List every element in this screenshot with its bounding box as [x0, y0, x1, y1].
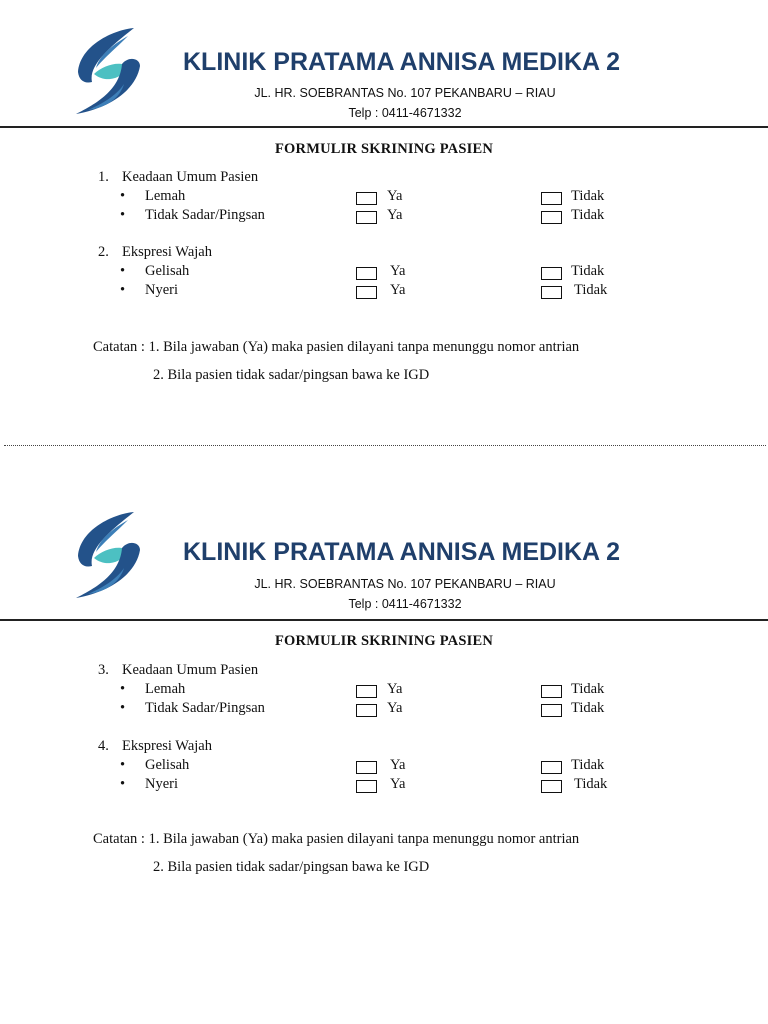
item-label: Lemah [145, 681, 186, 697]
tidak-label: Tidak [571, 263, 605, 279]
tidak-label: Tidak [571, 681, 605, 697]
section-title: Ekspresi Wajah [122, 738, 212, 754]
section-title: Ekspresi Wajah [122, 244, 212, 260]
ya-label: Ya [390, 757, 406, 773]
ya-label: Ya [390, 282, 406, 298]
ya-checkbox[interactable] [356, 761, 377, 774]
bullet: • [120, 207, 126, 223]
ya-checkbox[interactable] [356, 286, 377, 299]
item-row-lemah [0, 681, 768, 701]
bullet: • [120, 188, 126, 204]
note-line-2: 2. Bila pasien tidak sadar/pingsan bawa ke IGD [153, 859, 430, 875]
bullet: • [120, 757, 126, 773]
item-row-nyeri [0, 776, 768, 796]
item-row-nyeri [0, 282, 768, 302]
bullet: • [120, 681, 126, 697]
section-number: 1. [98, 169, 109, 185]
bullet: • [120, 282, 126, 298]
clinic-name: KLINIK PRATAMA ANNISA MEDIKA 2 [183, 48, 621, 76]
ya-checkbox[interactable] [356, 780, 377, 793]
bullet: • [120, 700, 126, 716]
tidak-label: Tidak [571, 207, 605, 223]
tidak-label: Tidak [571, 188, 605, 204]
item-row-tidak-sadar [0, 700, 768, 720]
section-number: 3. [98, 662, 109, 678]
form-title: FORMULIR SKRINING PASIEN [274, 633, 494, 649]
tidak-checkbox[interactable] [541, 704, 562, 717]
clinic-logo-icon [70, 24, 146, 118]
clinic-name: KLINIK PRATAMA ANNISA MEDIKA 2 [183, 538, 621, 566]
ya-checkbox[interactable] [356, 192, 377, 205]
tidak-label: Tidak [571, 700, 605, 716]
clinic-address: JL. HR. SOEBRANTAS No. 107 PEKANBARU – RIAU [254, 86, 556, 100]
ya-label: Ya [387, 700, 403, 716]
item-label: Tidak Sadar/Pingsan [145, 700, 265, 716]
note-line-2: 2. Bila pasien tidak sadar/pingsan bawa ke IGD [153, 367, 430, 383]
clinic-phone: Telp : 0411-4671332 [348, 106, 462, 120]
item-label: Gelisah [145, 757, 190, 773]
ya-checkbox[interactable] [356, 211, 377, 224]
section-heading [98, 738, 212, 755]
item-label: Nyeri [145, 776, 179, 792]
item-label: Tidak Sadar/Pingsan [145, 207, 265, 223]
item-row-tidak-sadar [0, 207, 768, 227]
bullet: • [120, 776, 126, 792]
tidak-checkbox[interactable] [541, 192, 562, 205]
tidak-checkbox[interactable] [541, 211, 562, 224]
ya-checkbox[interactable] [356, 267, 377, 280]
section-heading [98, 244, 212, 261]
item-label: Gelisah [145, 263, 190, 279]
clinic-logo-icon [70, 508, 146, 602]
note-line-1: Catatan : 1. Bila jawaban (Ya) maka pasien dilayani tanpa menunggu nomor antrian [93, 831, 580, 847]
tidak-checkbox[interactable] [541, 286, 562, 299]
tidak-label: Tidak [574, 776, 608, 792]
tidak-checkbox[interactable] [541, 761, 562, 774]
ya-label: Ya [390, 263, 406, 279]
ya-label: Ya [387, 207, 403, 223]
screening-form-1 [0, 0, 768, 460]
section-number: 4. [98, 738, 109, 754]
ya-label: Ya [387, 681, 403, 697]
cut-line-divider [4, 445, 766, 446]
header-divider [0, 126, 768, 128]
item-row-gelisah [0, 757, 768, 777]
ya-label: Ya [390, 776, 406, 792]
note-line-1: Catatan : 1. Bila jawaban (Ya) maka pasien dilayani tanpa menunggu nomor antrian [93, 339, 580, 355]
section-title: Keadaan Umum Pasien [122, 662, 259, 678]
item-label: Lemah [145, 188, 186, 204]
form-title: FORMULIR SKRINING PASIEN [274, 141, 494, 157]
tidak-checkbox[interactable] [541, 267, 562, 280]
section-number: 2. [98, 244, 109, 260]
item-row-lemah [0, 188, 768, 208]
ya-checkbox[interactable] [356, 704, 377, 717]
screening-form-2 [0, 492, 768, 952]
bullet: • [120, 263, 126, 279]
section-heading [98, 169, 258, 186]
tidak-checkbox[interactable] [541, 780, 562, 793]
tidak-label: Tidak [574, 282, 608, 298]
tidak-label: Tidak [571, 757, 605, 773]
item-row-gelisah [0, 263, 768, 283]
section-heading [98, 662, 258, 679]
section-title: Keadaan Umum Pasien [122, 169, 259, 185]
header-divider [0, 619, 768, 621]
ya-label: Ya [387, 188, 403, 204]
item-label: Nyeri [145, 282, 179, 298]
clinic-phone: Telp : 0411-4671332 [348, 597, 462, 611]
ya-checkbox[interactable] [356, 685, 377, 698]
tidak-checkbox[interactable] [541, 685, 562, 698]
clinic-address: JL. HR. SOEBRANTAS No. 107 PEKANBARU – RIAU [254, 577, 556, 591]
